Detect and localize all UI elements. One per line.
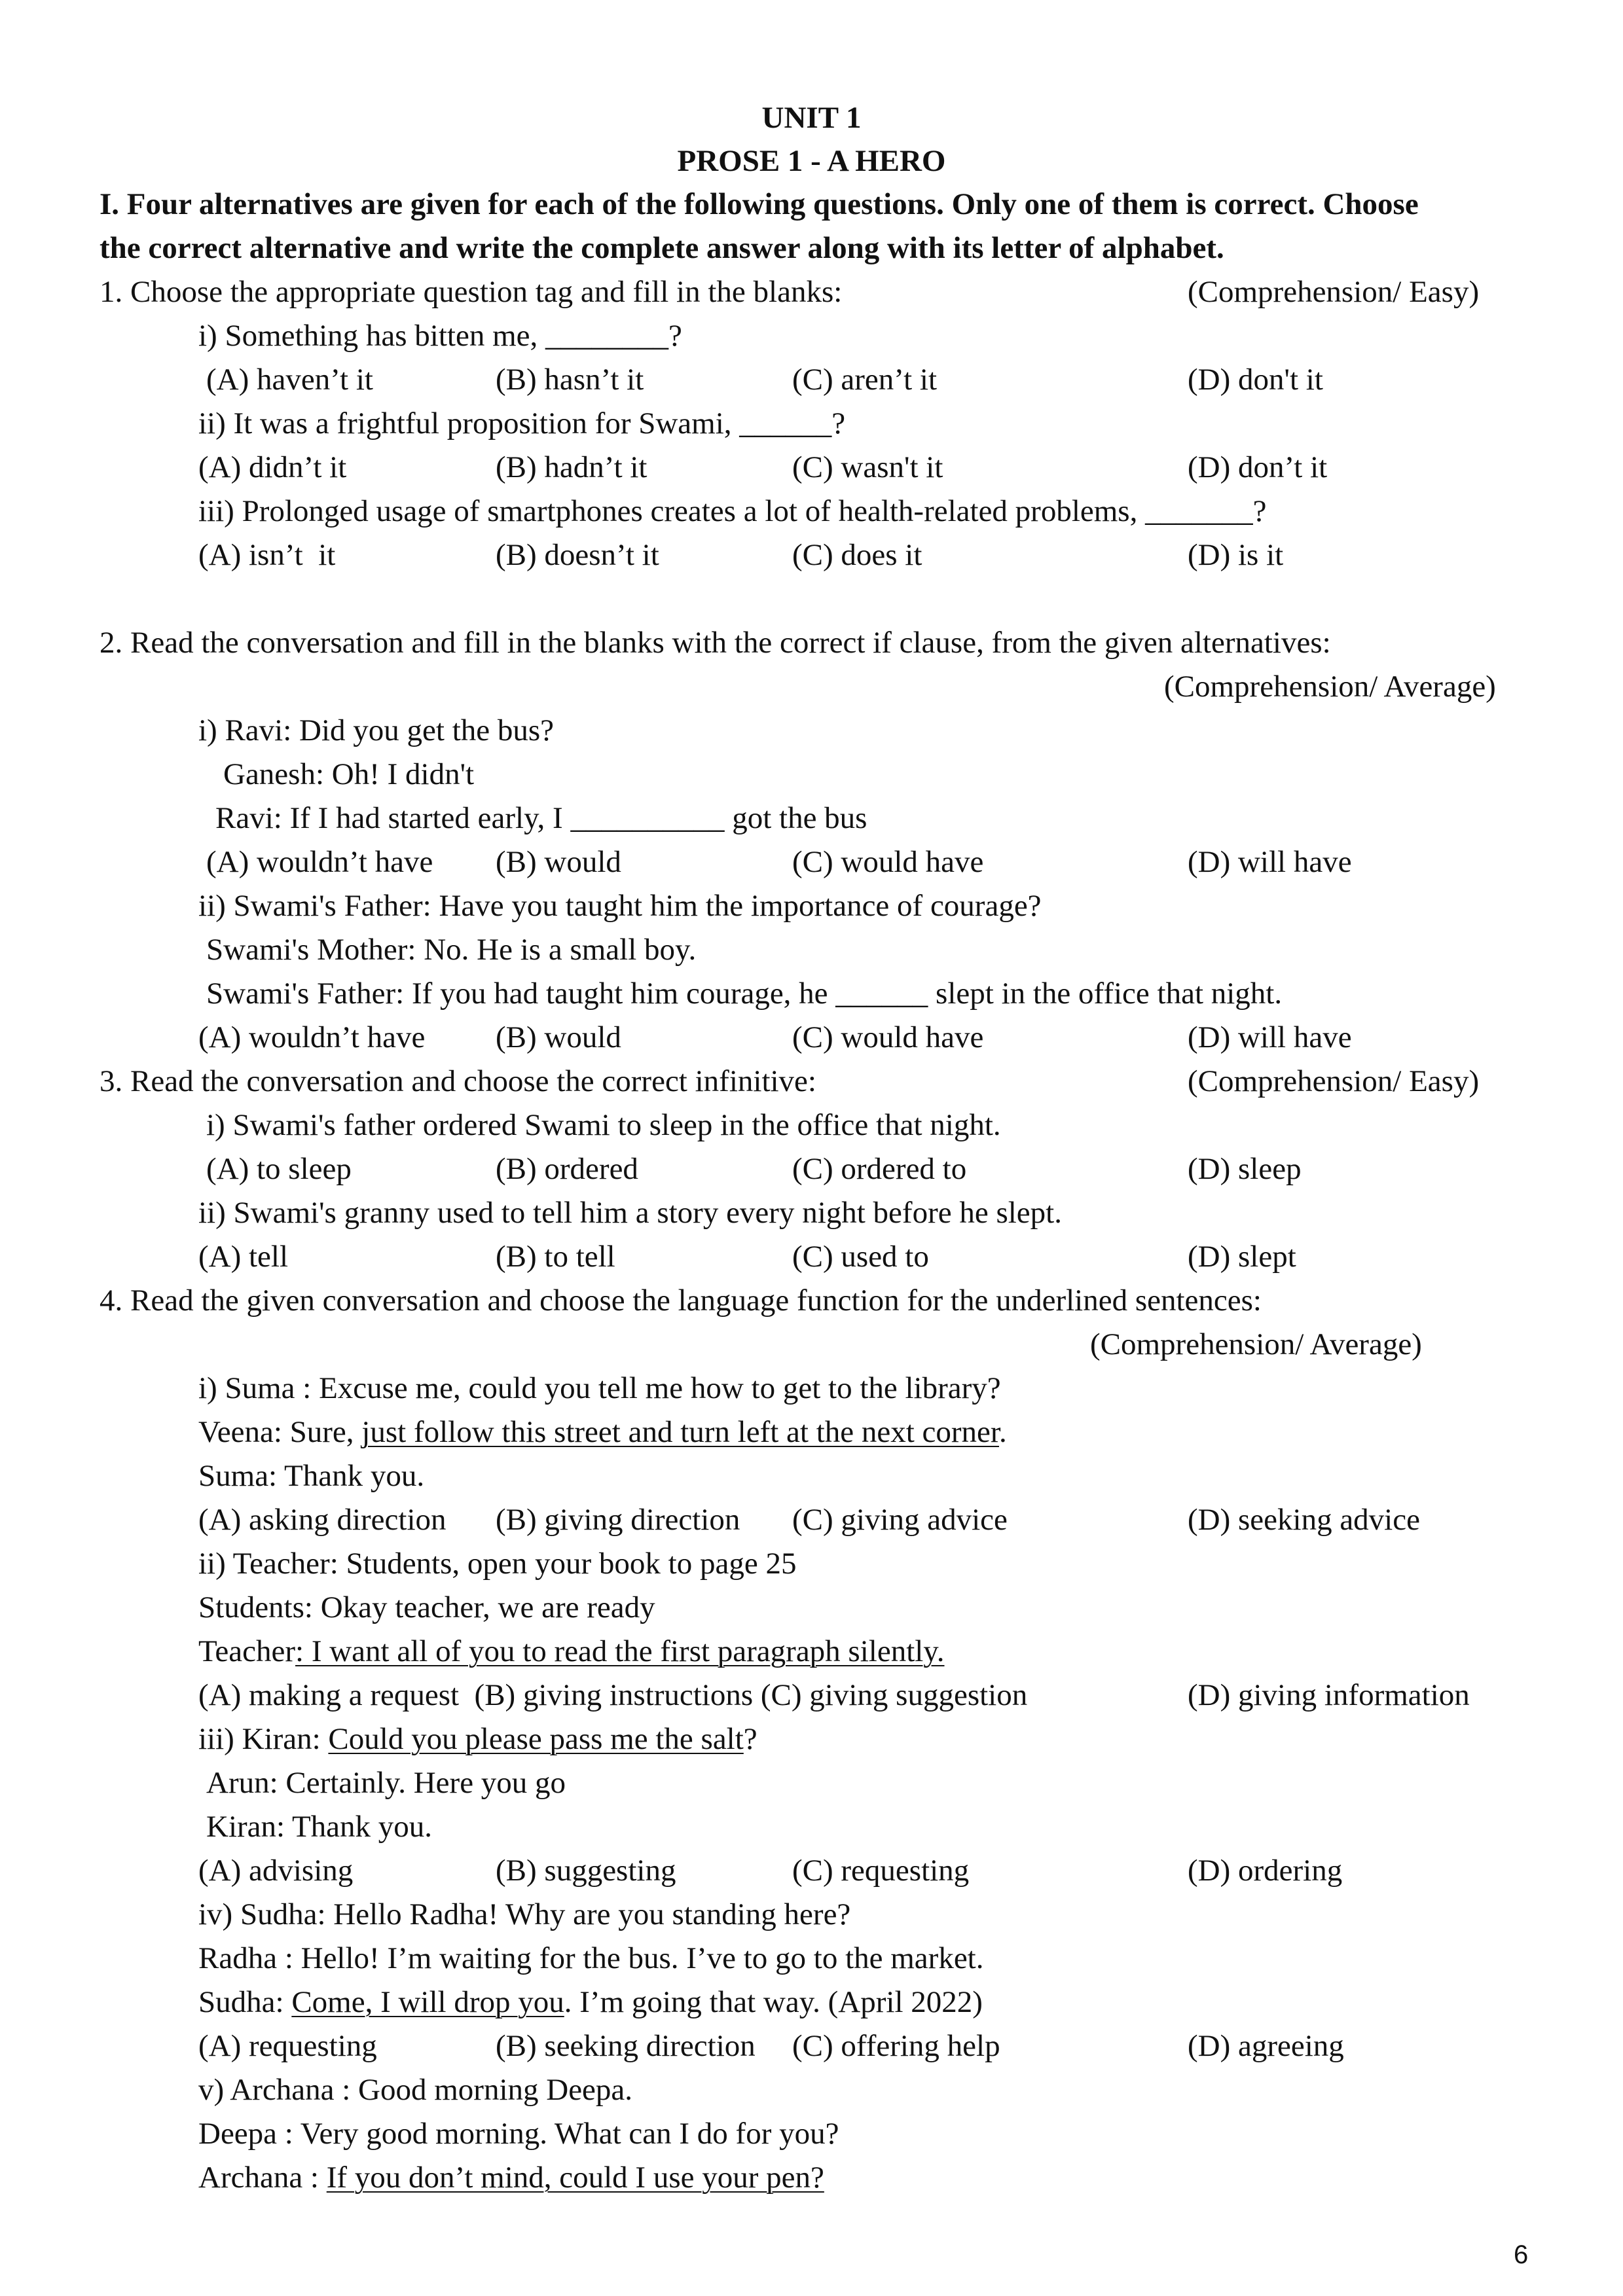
q2-i-line-1: i) Ravi: Did you get the bus?	[198, 713, 555, 747]
q1-i-option-c: (C) aren’t it	[792, 363, 938, 397]
q1-iii-option-c: (C) does it	[792, 538, 922, 572]
q4-i-line-3: Suma: Thank you.	[198, 1459, 425, 1493]
q4-ii-option-d: (D) giving information	[1188, 1678, 1470, 1712]
q1-iii-option-a: (A) isn’t it	[198, 538, 336, 572]
q4-iv-option-d: (D) agreeing	[1188, 2029, 1344, 2063]
q1-ii-option-c: (C) wasn't it	[792, 450, 943, 484]
q4-iii-line-1: iii) Kiran: Could you please pass me the salt?	[198, 1722, 757, 1756]
q4-iv-line-2: Radha : Hello! I’m waiting for the bus. I’ve to go to the market.	[198, 1941, 984, 1975]
question-2: 2. Read the conversation and fill in the blanks with the correct if clause, from the given alternatives:	[100, 626, 1331, 660]
q4-iv-option-a: (A) requesting	[198, 2029, 377, 2063]
q2-ii-line-1: ii) Swami's Father: Have you taught him the importance of courage?	[198, 889, 1042, 923]
q4-iv-line-3: Sudha: Come, I will drop you. I’m going that way. (April 2022)	[198, 1985, 983, 2019]
q4-iii-option-d: (D) ordering	[1188, 1854, 1343, 1888]
q1-i-option-d: (D) don't it	[1188, 363, 1323, 397]
q4-iv-option-c: (C) offering help	[792, 2029, 1000, 2063]
q4-i-option-a: (A) asking direction	[198, 1503, 447, 1537]
q1-iii-option-d: (D) is it	[1188, 538, 1284, 572]
q3-ii-option-b: (B) to tell	[496, 1240, 615, 1274]
q1-ii-option-b: (B) hadn’t it	[496, 450, 647, 484]
q4-iii-option-c: (C) requesting	[792, 1854, 970, 1888]
q3-i-option-a: (A) to sleep	[206, 1152, 352, 1186]
q4-ii-line-1: ii) Teacher: Students, open your book to page 25	[198, 1547, 797, 1581]
q4-i-option-b: (B) giving direction	[496, 1503, 740, 1537]
instruction-line-2: the correct alternative and write the complete answer along with its letter of alphabet.	[100, 231, 1224, 265]
q2-ii-option-d: (D) will have	[1188, 1020, 1352, 1054]
q3-ii-option-a: (A) tell	[198, 1240, 289, 1274]
question-3-level: (Comprehension/ Easy)	[1188, 1064, 1480, 1098]
q3-i-option-d: (D) sleep	[1188, 1152, 1302, 1186]
q2-i-line-2: Ganesh: Oh! I didn't	[223, 757, 475, 791]
q4-iii-line-3: Kiran: Thank you.	[206, 1810, 433, 1844]
q4-i-line-1: i) Suma : Excuse me, could you tell me how to get to the library?	[198, 1371, 1001, 1405]
q4-v-line-2: Deepa : Very good morning. What can I do for you?	[198, 2117, 839, 2151]
q2-i-option-c: (C) would have	[792, 845, 984, 879]
q1-ii-text: ii) It was a frightful proposition for Swami, ______?	[198, 406, 846, 440]
q2-ii-option-c: (C) would have	[792, 1020, 984, 1054]
page-number: 6	[1514, 2240, 1529, 2269]
q4-v-line-1: v) Archana : Good morning Deepa.	[198, 2073, 633, 2107]
q1-ii-option-d: (D) don’t it	[1188, 450, 1328, 484]
q4-v-line-3: Archana : If you don’t mind, could I use your pen?	[198, 2161, 824, 2195]
q4-iii-option-a: (A) advising	[198, 1854, 354, 1888]
q1-iii-text: iii) Prolonged usage of smartphones creates a lot of health-related problems, _______?	[198, 494, 1267, 528]
q4-iv-line-1: iv) Sudha: Hello Radha! Why are you standing here?	[198, 1897, 851, 1931]
q2-i-line-3: Ravi: If I had started early, I __________ got the bus	[215, 801, 867, 835]
q1-ii-option-a: (A) didn’t it	[198, 450, 347, 484]
q3-ii-text: ii) Swami's granny used to tell him a story every night before he slept.	[198, 1196, 1062, 1230]
underlined-sentence: Could you please pass me the salt	[328, 1722, 744, 1756]
q1-i-option-a: (A) haven’t it	[206, 363, 373, 397]
q2-ii-option-a: (A) wouldn’t have	[198, 1020, 426, 1054]
q2-ii-line-2: Swami's Mother: No. He is a small boy.	[206, 933, 697, 967]
q1-iii-option-b: (B) doesn’t it	[496, 538, 659, 572]
question-1: 1. Choose the appropriate question tag and fill in the blanks:	[100, 275, 843, 309]
question-4-level: (Comprehension/ Average)	[1090, 1327, 1422, 1361]
q4-iii-option-b: (B) suggesting	[496, 1854, 676, 1888]
q4-ii-options-abc: (A) making a request (B) giving instructions (C) giving suggestion	[198, 1678, 1028, 1712]
prose-title: PROSE 1 - A HERO	[677, 144, 946, 178]
q4-i-option-d: (D) seeking advice	[1188, 1503, 1420, 1537]
q4-iv-option-b: (B) seeking direction	[496, 2029, 756, 2063]
q4-ii-line-3: Teacher: I want all of you to read the first paragraph silently.	[198, 1634, 945, 1668]
unit-heading: UNIT 1	[761, 101, 862, 135]
q4-ii-line-2: Students: Okay teacher, we are ready	[198, 1590, 655, 1624]
q1-i-option-b: (B) hasn’t it	[496, 363, 644, 397]
q2-i-option-b: (B) would	[496, 845, 621, 879]
question-3: 3. Read the conversation and choose the correct infinitive:	[100, 1064, 816, 1098]
question-4: 4. Read the given conversation and choose the language function for the underlined sentences:	[100, 1283, 1262, 1318]
q3-i-text: i) Swami's father ordered Swami to sleep in the office that night.	[206, 1108, 1001, 1142]
question-1-level: (Comprehension/ Easy)	[1188, 275, 1480, 309]
q2-i-option-d: (D) will have	[1188, 845, 1352, 879]
question-2-level: (Comprehension/ Average)	[1164, 670, 1496, 704]
instruction-line-1: I. Four alternatives are given for each of the following questions. Only one of them is correct. Choose	[100, 187, 1419, 221]
q3-ii-option-d: (D) slept	[1188, 1240, 1296, 1274]
underlined-sentence: If you don’t mind, could I use your pen?	[326, 2161, 824, 2195]
q3-ii-option-c: (C) used to	[792, 1240, 929, 1274]
underlined-sentence: : I want all of you to read the first paragraph silently.	[295, 1634, 945, 1668]
q2-ii-option-b: (B) would	[496, 1020, 621, 1054]
q4-i-line-2: Veena: Sure, just follow this street and turn left at the next corner.	[198, 1415, 1007, 1449]
q2-i-option-a: (A) wouldn’t have	[206, 845, 433, 879]
q1-i-text: i) Something has bitten me, ________?	[198, 319, 682, 353]
q3-i-option-c: (C) ordered to	[792, 1152, 967, 1186]
q4-iii-line-2: Arun: Certainly. Here you go	[206, 1766, 566, 1800]
q3-i-option-b: (B) ordered	[496, 1152, 638, 1186]
underlined-sentence: Come, I will drop you	[291, 1985, 564, 2019]
q4-i-option-c: (C) giving advice	[792, 1503, 1008, 1537]
underlined-sentence: just follow this street and turn left at the next corner	[361, 1415, 999, 1449]
q2-ii-line-3: Swami's Father: If you had taught him courage, he ______ slept in the office that night.	[206, 977, 1283, 1011]
